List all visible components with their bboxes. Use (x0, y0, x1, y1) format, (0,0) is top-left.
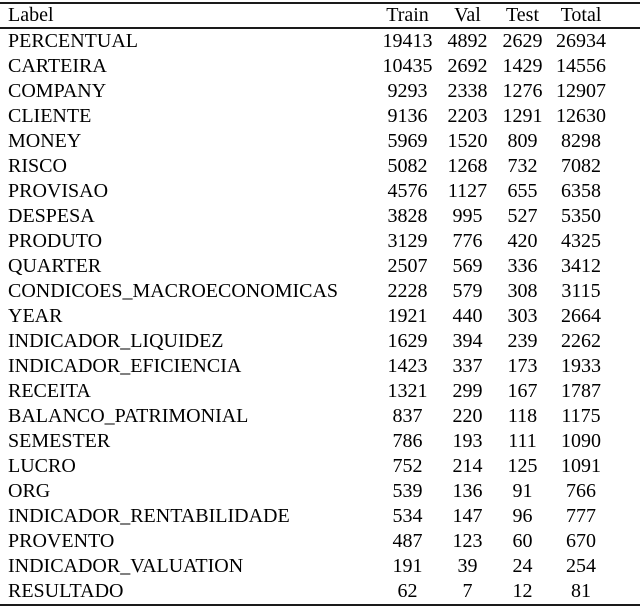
table-row (0, 554, 640, 579)
table-cell-test: 96 (512, 505, 533, 527)
table-cell-label: PERCENTUAL (8, 30, 138, 52)
table-row (0, 179, 640, 204)
table-cell-val: 123 (452, 530, 483, 552)
table-cell-label: PRODUTO (8, 230, 103, 252)
table-cell-label: SEMESTER (8, 430, 111, 452)
table-cell-test: 336 (507, 255, 538, 277)
table-cell-test: 167 (507, 380, 538, 402)
table-cell-test: 303 (507, 305, 538, 327)
table-cell-train: 487 (392, 530, 423, 552)
table-cell-val: 2338 (447, 80, 488, 102)
table-cell-test: 655 (507, 180, 538, 202)
table-cell-total: 766 (566, 480, 596, 502)
table-cell-total: 8298 (561, 130, 601, 152)
table-cell-train: 539 (392, 480, 423, 502)
table-cell-val: 220 (452, 405, 483, 427)
table-row (0, 504, 640, 529)
table-row (0, 354, 640, 379)
table-cell-val: 394 (452, 330, 483, 352)
table-cell-val: 995 (452, 205, 483, 227)
table-row (0, 79, 640, 104)
table-cell-val: 193 (452, 430, 483, 452)
table-cell-train: 9136 (387, 105, 428, 127)
table-cell-label: CONDICOES_MACROECONOMICAS (8, 280, 339, 302)
table-cell-label: ORG (8, 480, 51, 502)
table-row (0, 254, 640, 279)
table-cell-total: 81 (571, 580, 591, 602)
table-row (0, 304, 640, 329)
table-row (0, 104, 640, 129)
table-cell-label: QUARTER (8, 255, 102, 277)
table-cell-val: 2692 (447, 55, 488, 77)
table-cell-val: 7 (462, 580, 473, 602)
table-row (0, 28, 640, 54)
column-header-train: Train (386, 4, 429, 26)
table-cell-total: 12630 (556, 105, 606, 127)
table-cell-test: 308 (507, 280, 538, 302)
table-cell-total: 2262 (561, 330, 601, 352)
table-row (0, 204, 640, 229)
table-cell-label: INDICADOR_VALUATION (8, 555, 244, 577)
table-cell-test: 60 (512, 530, 533, 552)
table-cell-train: 1321 (387, 380, 428, 402)
table-row (0, 529, 640, 554)
column-header-label: Label (8, 4, 54, 26)
table-cell-test: 2629 (502, 30, 543, 52)
table-cell-train: 2507 (387, 255, 428, 277)
table-cell-label: RESULTADO (8, 580, 124, 602)
column-header-total: Total (560, 4, 602, 26)
column-header-val: Val (454, 4, 481, 26)
table-cell-val: 440 (452, 305, 483, 327)
table-cell-total: 14556 (556, 55, 606, 77)
label-counts-table (0, 2, 640, 606)
table-cell-train: 534 (392, 505, 423, 527)
table-cell-total: 4325 (561, 230, 601, 252)
table-cell-total: 12907 (556, 80, 606, 102)
table-cell-test: 420 (507, 230, 538, 252)
table-cell-train: 5082 (387, 155, 428, 177)
table-cell-train: 837 (392, 405, 423, 427)
table-cell-train: 19413 (382, 30, 433, 52)
table-cell-train: 1423 (387, 355, 428, 377)
table-row (0, 579, 640, 605)
table-row (0, 279, 640, 304)
table-cell-test: 239 (507, 330, 538, 352)
table-row (0, 54, 640, 79)
table-cell-val: 1520 (447, 130, 488, 152)
table-cell-val: 1127 (447, 180, 488, 202)
table-row (0, 229, 640, 254)
table-cell-label: BALANCO_PATRIMONIAL (8, 405, 249, 427)
table-cell-train: 3129 (387, 230, 428, 252)
table-cell-total: 3412 (561, 255, 601, 277)
table-cell-label: CLIENTE (8, 105, 92, 127)
table-row (0, 329, 640, 354)
table-row (0, 454, 640, 479)
table-cell-test: 809 (507, 130, 538, 152)
table-cell-train: 1921 (387, 305, 428, 327)
table-cell-val: 4892 (447, 30, 488, 52)
table-cell-val: 2203 (447, 105, 488, 127)
table-cell-test: 1291 (502, 105, 543, 127)
table-body (0, 28, 640, 605)
table-cell-total: 1787 (561, 380, 601, 402)
table-cell-total: 7082 (561, 155, 601, 177)
table-cell-val: 214 (452, 455, 483, 477)
table-cell-test: 173 (507, 355, 538, 377)
table-cell-train: 10435 (382, 55, 433, 77)
table-cell-label: INDICADOR_RENTABILIDADE (8, 505, 290, 527)
table-cell-total: 1090 (561, 430, 601, 452)
table-cell-total: 1175 (561, 405, 601, 427)
table-cell-val: 1268 (447, 155, 488, 177)
table-cell-train: 2228 (387, 280, 428, 302)
column-header-test: Test (505, 4, 540, 26)
table-cell-test: 1276 (502, 80, 543, 102)
table-cell-total: 26934 (556, 30, 606, 52)
table-cell-test: 732 (507, 155, 538, 177)
table-cell-train: 4576 (387, 180, 428, 202)
table-cell-total: 254 (566, 555, 596, 577)
table-cell-train: 786 (392, 430, 423, 452)
table-cell-val: 147 (452, 505, 483, 527)
table-cell-train: 62 (397, 580, 418, 602)
table-cell-label: PROVISAO (8, 180, 109, 202)
table-cell-label: RECEITA (8, 380, 91, 402)
table-cell-test: 111 (508, 430, 537, 452)
table-cell-val: 136 (452, 480, 483, 502)
table-cell-total: 777 (566, 505, 596, 527)
table-cell-label: INDICADOR_EFICIENCIA (8, 355, 242, 377)
table-cell-label: COMPANY (8, 80, 107, 102)
table-cell-label: INDICADOR_LIQUIDEZ (8, 330, 224, 352)
table-cell-val: 776 (452, 230, 483, 252)
table-cell-label: CARTEIRA (8, 55, 107, 77)
table-header (0, 3, 640, 28)
table-cell-train: 9293 (387, 80, 428, 102)
table-cell-label: MONEY (8, 130, 82, 152)
table-header-row (0, 3, 640, 28)
table-cell-test: 125 (507, 455, 538, 477)
table-cell-test: 12 (512, 580, 533, 602)
table-cell-train: 191 (392, 555, 423, 577)
table-cell-total: 3115 (561, 280, 601, 302)
table-cell-test: 1429 (502, 55, 543, 77)
table-cell-total: 670 (566, 530, 596, 552)
table-cell-train: 3828 (387, 205, 428, 227)
table-row (0, 154, 640, 179)
table-cell-total: 6358 (561, 180, 601, 202)
table-row (0, 379, 640, 404)
table-cell-total: 1091 (561, 455, 601, 477)
table-cell-test: 527 (507, 205, 538, 227)
table-cell-test: 91 (512, 480, 533, 502)
table-cell-val: 579 (452, 280, 483, 302)
table-cell-total: 1933 (561, 355, 601, 377)
table-cell-total: 5350 (561, 205, 601, 227)
table-cell-test: 24 (512, 555, 533, 577)
table-cell-val: 569 (452, 255, 483, 277)
table-cell-total: 2664 (561, 305, 601, 327)
table-cell-test: 118 (507, 405, 538, 427)
table-cell-train: 1629 (387, 330, 428, 352)
table-row (0, 404, 640, 429)
table-cell-label: RISCO (8, 155, 67, 177)
table-cell-label: DESPESA (8, 205, 95, 227)
table-row (0, 129, 640, 154)
table-cell-label: LUCRO (8, 455, 76, 477)
table-cell-label: PROVENTO (8, 530, 115, 552)
table-row (0, 479, 640, 504)
table-cell-val: 337 (452, 355, 483, 377)
table-row (0, 429, 640, 454)
table-cell-label: YEAR (8, 305, 63, 327)
table-cell-val: 299 (452, 380, 483, 402)
table-cell-val: 39 (457, 555, 478, 577)
table-cell-train: 752 (392, 455, 423, 477)
table-cell-train: 5969 (387, 130, 428, 152)
